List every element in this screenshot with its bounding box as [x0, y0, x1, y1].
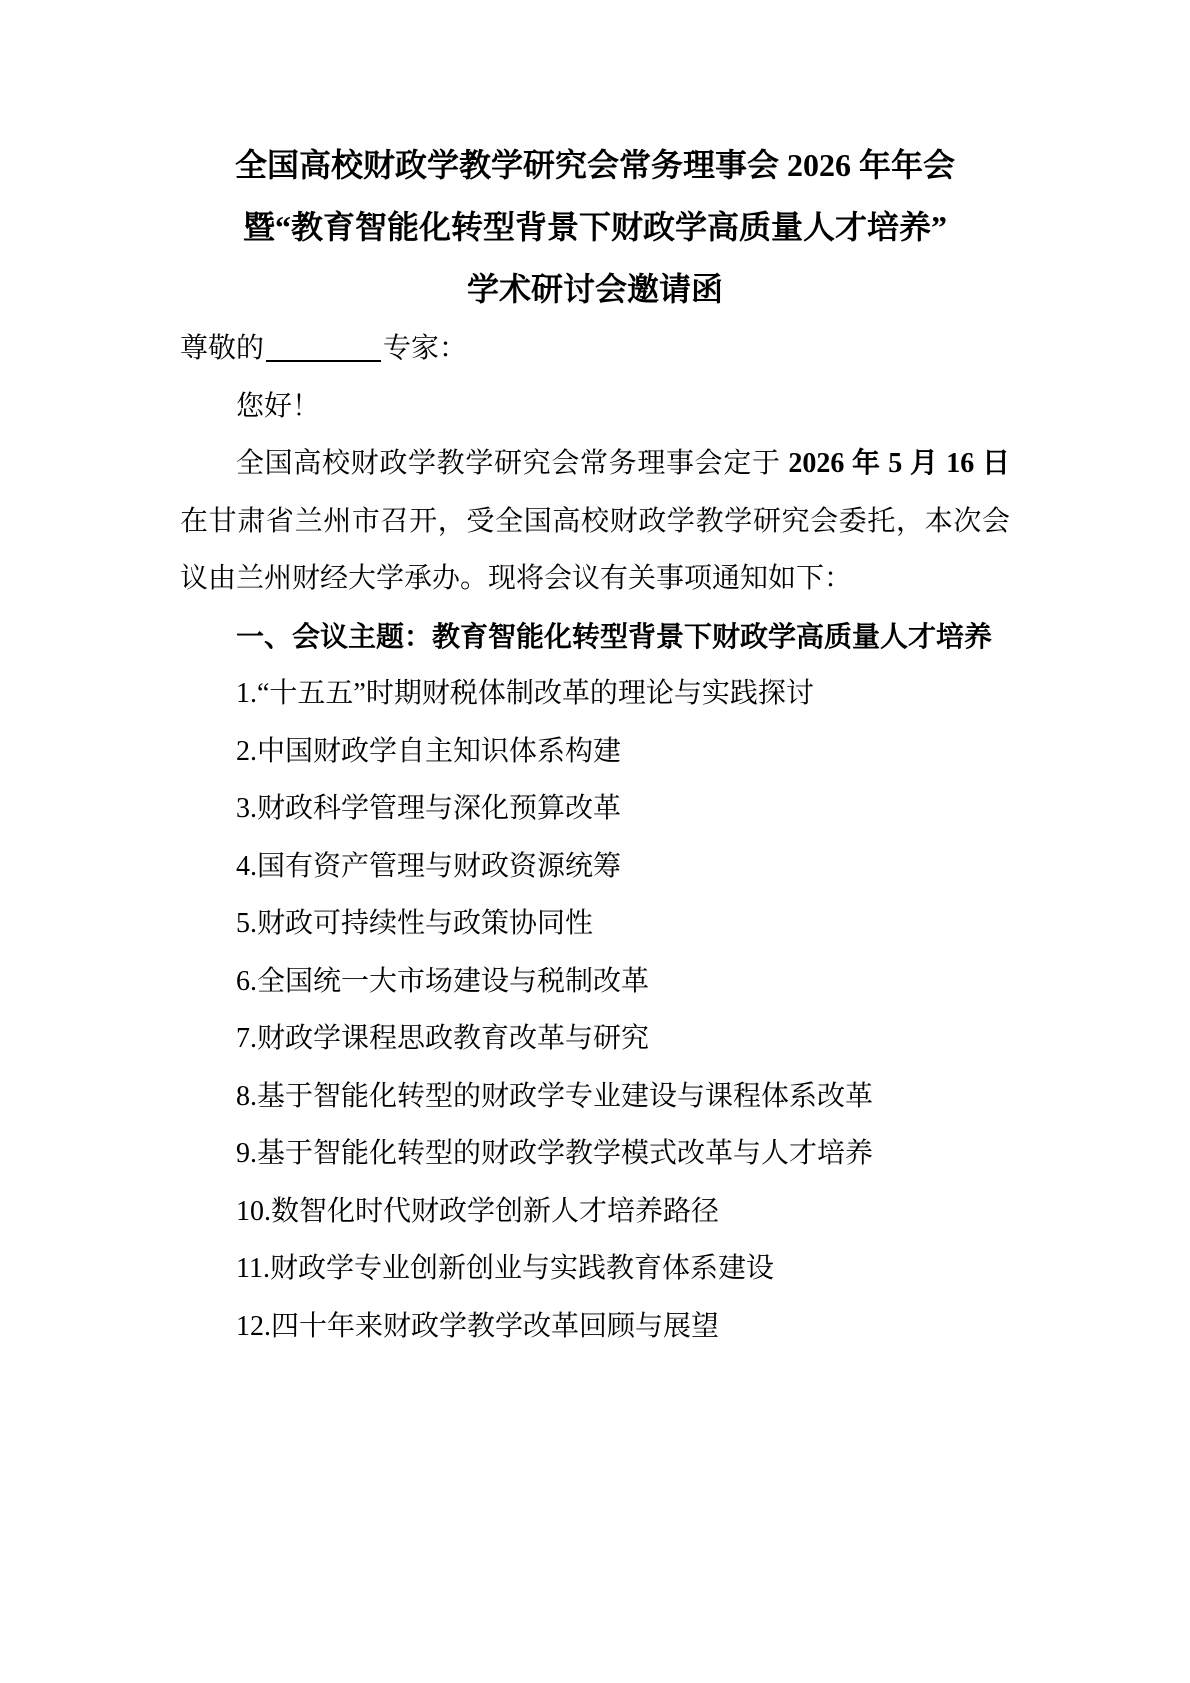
salutation-prefix: 尊敬的: [180, 333, 265, 364]
doc-title-line-3: 学术研讨会邀请函: [466, 271, 723, 307]
topic-item: 5.财政可持续性与政策协同性: [236, 908, 594, 939]
recipient-name-blank: [266, 334, 381, 362]
topic-item: 11.财政学专业创新创业与实践教育体系建设: [236, 1253, 774, 1284]
salutation-suffix: 专家：: [383, 333, 468, 364]
doc-title-line-1: 全国高校财政学教学研究会常务理事会 2026 年年会: [234, 147, 955, 183]
topic-item: 3.财政科学管理与深化预算改革: [236, 793, 622, 824]
section-heading-topic: 一、会议主题：教育智能化转型背景下财政学高质量人才培养: [236, 620, 993, 652]
topic-item: 2.中国财政学自主知识体系构建: [236, 735, 622, 767]
topic-item: 6.全国统一大市场建设与税制改革: [236, 965, 650, 997]
topic-item: 9.基于智能化转型的财政学教学模式改革与人才培养: [236, 1138, 874, 1169]
greeting-line: 您好！: [236, 390, 321, 422]
intro-after-date: 在甘肃省兰州市召开，受全国高校财政学教学研究会委托，本次会议由兰州财经大学承办。现将会议有关事项通知如下：: [180, 505, 1010, 594]
intro-paragraph: [180, 435, 1010, 608]
intro-before-date: 全国高校财政学教学研究会常务理事会定于: [236, 448, 789, 479]
topic-list: [180, 665, 1010, 1355]
document-title: [180, 134, 1010, 320]
topic-item: 1.“十五五”时期财税体制改革的理论与实践探讨: [236, 678, 814, 709]
conference-date-bold: 2026 年 5 月 16 日: [788, 448, 1010, 479]
topic-item: 8.基于智能化转型的财政学专业建设与课程体系改革: [236, 1080, 874, 1112]
topic-item: 10.数智化时代财政学创新人才培养路径: [236, 1195, 720, 1227]
salutation-line: [180, 320, 1010, 378]
doc-title-line-2: 暨“教育智能化转型背景下财政学高质量人才培养”: [242, 209, 947, 245]
topic-item: 12.四十年来财政学教学改革回顾与展望: [236, 1310, 720, 1342]
topic-item: 4.国有资产管理与财政资源统筹: [236, 850, 622, 882]
topic-item: 7.财政学课程思政教育改革与研究: [236, 1023, 650, 1054]
document-body: [180, 320, 1010, 1355]
